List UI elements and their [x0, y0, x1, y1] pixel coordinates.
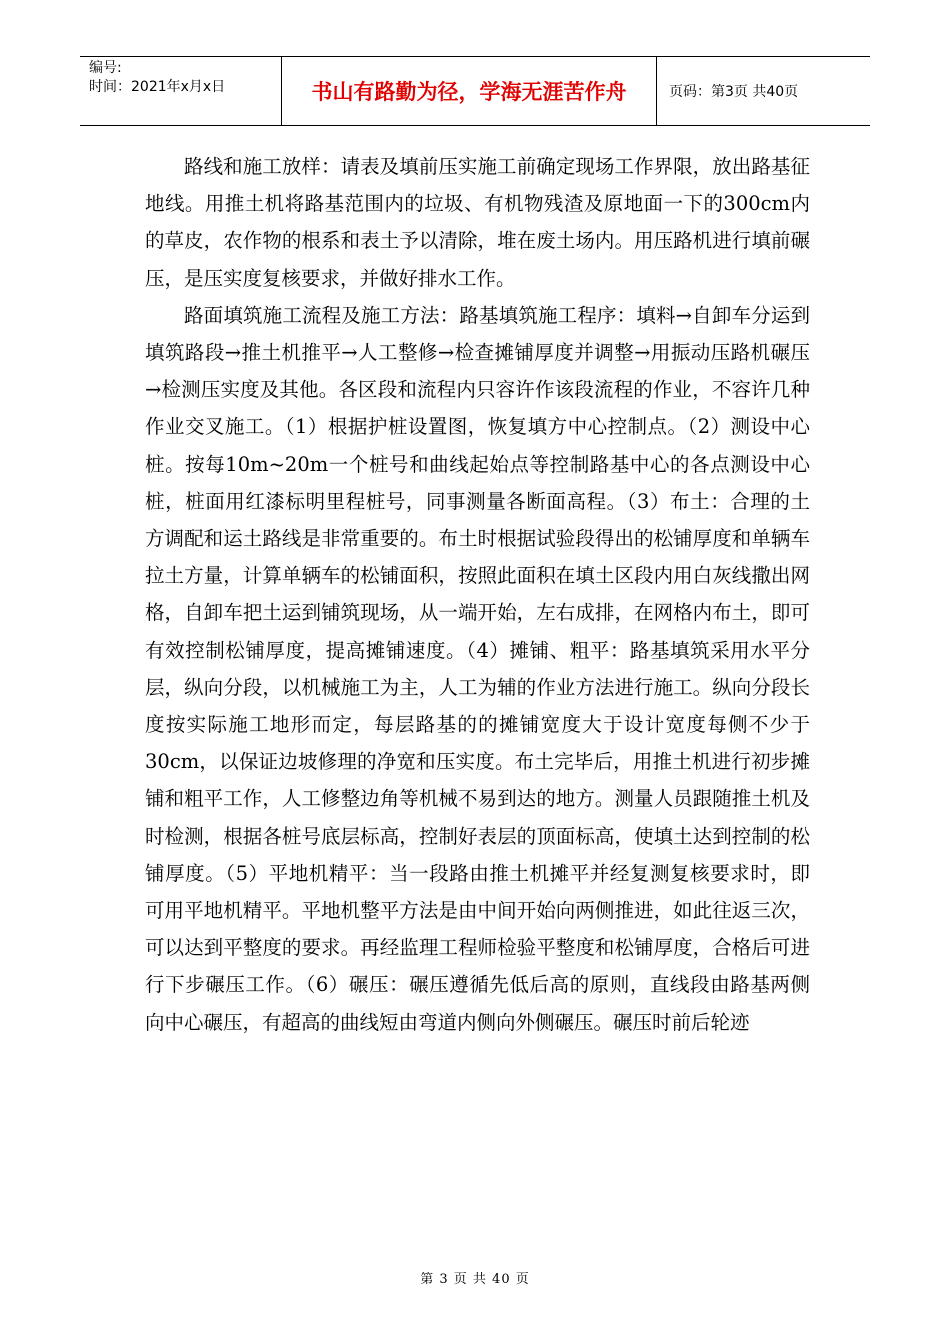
document-number-label: 编号: [89, 60, 122, 76]
paragraph-filling-process: 路面填筑施工流程及施工方法：路基填筑施工程序：填料→自卸车分运到填筑路段→推土机推平→人工整修→检查摊铺厚度并调整→用振动压路机碾压→检测压实度及其他。各区段和流程内只容许作该段流程的作业，不容许几种作业交叉施工。（1）根据护桩设置图，恢复填方中心控制点。（2）测设中心桩。按每10m~20m一个桩号和曲线起始点等控制路基中心的各点测设中心桩，桩面用红漆标明里程桩号，同事测量各断面高程。（3）布土：合理的土方调配和运土路线是非常重要的。布土时根据试验段得出的松铺厚度和单辆车拉土方量，计算单辆车的松铺面积，按照此面积在填土区段内用白灰线撒出网格，自卸车把土运到铺筑现场，从一端开始，左右成排，在网格内布土，即可有效控制松铺厚度，提高摊铺速度。（4）摊铺、粗平：路基填筑采用水平分层，纵向分段，以机械施工为主，人工为辅的作业方法进行施工。纵向分段长度按实际施工地形而定，每层路基的的摊铺宽度大于设计宽度每侧不少于30cm，以保证边坡修理的净宽和压实度。布土完毕后，用推土机进行初步摊铺和粗平工作，人工修整边角等机械不易到达的地方。测量人员跟随推土机及时检测，根据各桩号底层标高，控制好表层的顶面标高，使填土达到控制的松铺厚度。（5）平地机精平：当一段路由推土机摊平并经复测复核要求时，即可用平地机精平。平地机整平方法是由中间开始向两侧推进，如此往返三次，可以达到平整度的要求。再经监理工程师检验平整度和松铺厚度，合格后可进行下步碾压工作。（6）碾压：碾压遵循先低后高的原则，直线段由路基两侧向中心碾压，有超高的曲线短由弯道内侧向外侧碾压。碾压时前后轮迹 [145, 303, 810, 1034]
header-page-info: 页码：第3页 共40页 [669, 84, 799, 100]
document-body [145, 148, 810, 1041]
header-motto: 书山有路勤为径，学海无涯苦作舟 [282, 57, 657, 125]
paragraph-surveying: 路线和施工放样：请表及填前压实施工前确定现场工作界限，放出路基征地线。用推土机将路基范围内的垃圾、有机物残渣及原地面一下的300cm内的草皮，农作物的根系和表土予以清除，堆在废土场内。用压路机进行填前碾压，是压实度复核要求，并做好排水工作。 [145, 155, 810, 290]
header-meta [80, 57, 282, 125]
page-header [80, 56, 870, 126]
page-footer: 第 3 页 共 40 页 [420, 1272, 530, 1287]
document-time-label: 时间：2021年x月x日 [89, 79, 226, 95]
